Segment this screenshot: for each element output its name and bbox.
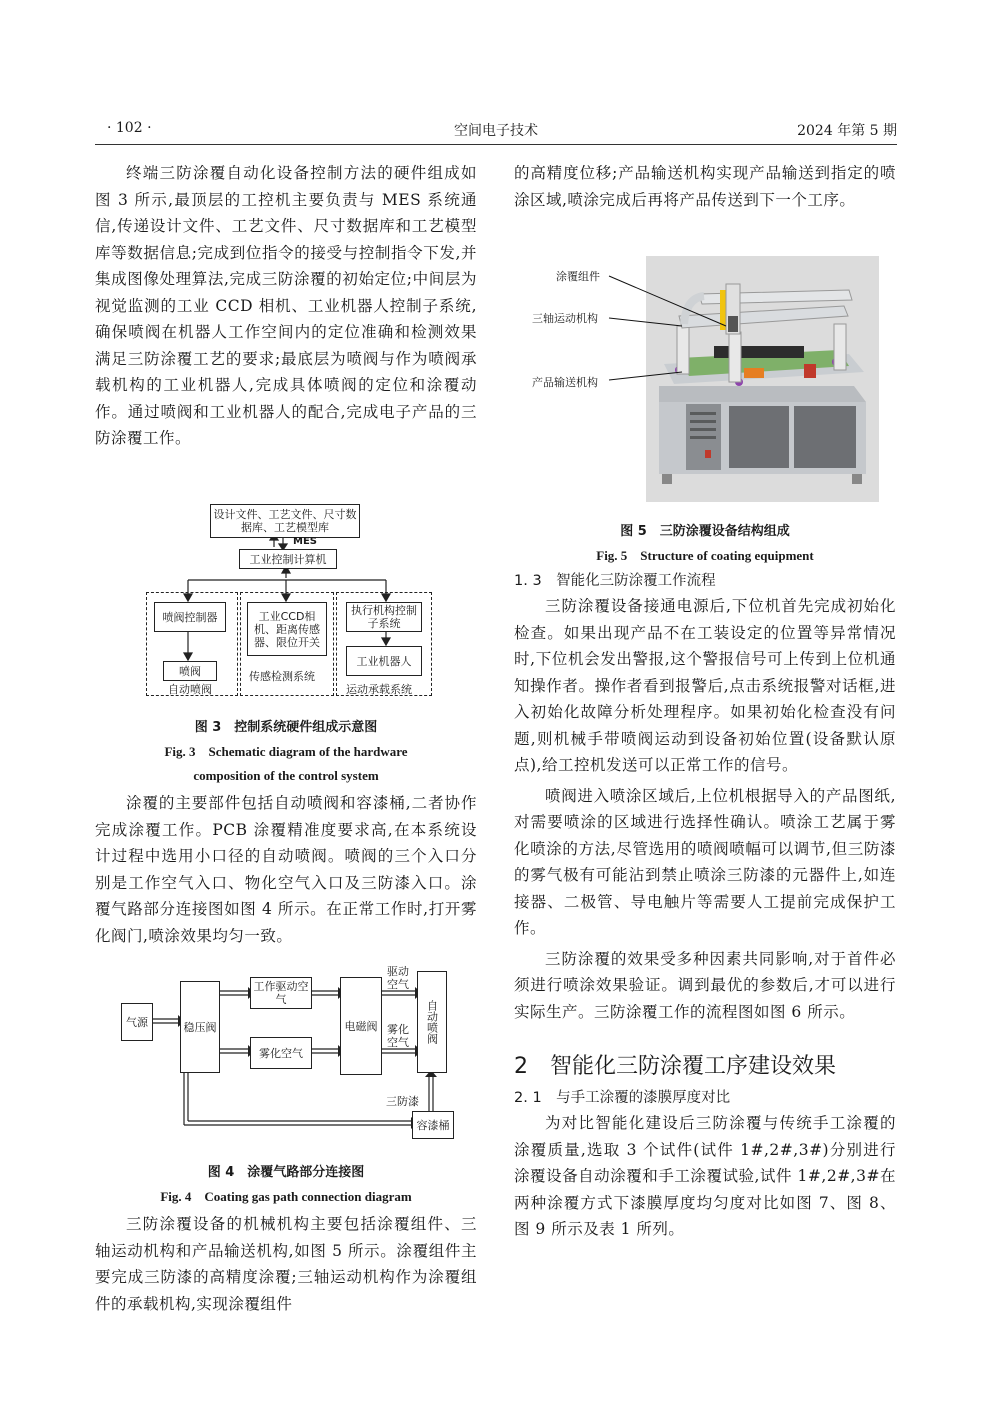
header-rule <box>95 144 897 145</box>
issue-label: 2024 年第 5 期 <box>797 123 897 139</box>
fig4-bucket: 容漆桶 <box>412 1111 454 1139</box>
fig4-regulator: 稳压阀 <box>180 981 220 1073</box>
fig3-valve-controller: 喷阀控制器 <box>154 602 226 632</box>
fig3-caption-cn: 图 3 控制系统硬件组成示意图 <box>194 720 378 735</box>
journal-name: 空间电子技术 <box>454 123 538 139</box>
paragraph-workflow-init: 三防涂覆设备接通电源后,下位机首先完成初始化检查。如果出现产品不在工装设定的位置等异常情况时,下位机会发出警报,这个警报信号可上传到上位机通知操作者。操作者看到报警后,点击系统报警对话框,进入初始化故障分析处理程序。如果初始化检查没有问题,则机械手带喷阀运动到设备初始位置(设备默认原点),给工控机发送可以正常工作的信号。 <box>514 597 896 774</box>
fig5-label-coating-unit: 涂覆组件 <box>556 270 600 283</box>
left-column <box>95 160 477 452</box>
fig3-group3-label: 运动承载系统 <box>346 683 412 696</box>
fig4-caption <box>95 1162 477 1208</box>
fig3-group2-label: 传感检测系统 <box>249 670 315 683</box>
page-number: · 102 · <box>107 120 152 136</box>
fig5-caption-en: Fig. 5 Structure of coating equipment <box>596 548 814 563</box>
fig4-atom-air: 雾化空气 <box>250 1037 312 1069</box>
section-2-heading: 2 智能化三防涂覆工序建设效果 <box>514 1054 836 1079</box>
fig3-mes-label: MES <box>293 536 317 547</box>
fig4-coating-label: 三防漆 <box>386 1095 419 1108</box>
section-2-1-heading: 2. 1 与手工涂覆的漆膜厚度对比 <box>514 1090 731 1106</box>
fig3-robot-box: 工业机器人 <box>346 646 422 676</box>
section-1-3-heading: 1. 3 智能化三防涂覆工作流程 <box>514 573 716 589</box>
paragraph-first-article: 三防涂覆的效果受多种因素共同影响,对于首件必须进行喷涂效果验证。调到最优的参数后,才可以进行实际生产。三防涂覆工作的流程图如图 6 所示。 <box>514 949 896 1021</box>
fig3-valve: 喷阀 <box>163 661 217 681</box>
paragraph-mechanism: 三防涂覆设备的机械机构主要包括涂覆组件、三轴运动机构和产品输送机构,如图 5 所示。涂覆组件主要完成三防漆的高精度涂覆;三轴运动机构作为涂覆组件的承载机构,实现涂覆组件 <box>95 1215 477 1313</box>
fig4-atom-air-label: 雾化空气 <box>387 1023 409 1049</box>
fig3-caption <box>95 717 477 787</box>
right-column-p0 <box>514 160 896 213</box>
running-header <box>95 120 897 142</box>
left-column-p3 <box>95 1211 477 1317</box>
paragraph-displacement: 的高精度位移;产品输送机构实现产品输送到指定的喷涂区域,喷涂完成后再将产品传送到下一个工序。 <box>514 164 896 209</box>
fig5-caption <box>514 521 896 567</box>
fig4-caption-en: Fig. 4 Coating gas path connection diagram <box>160 1189 412 1204</box>
fig3-group1-label: 自动喷阀 <box>168 683 212 696</box>
paragraph-hardware: 终端三防涂覆自动化设备控制方法的硬件组成如图 3 所示,最顶层的工控机主要负责与 MES 系统通信,传递设计文件、工艺文件、尺寸数据库和工艺模型库等数据信息;完成到位指令的接受与控制指令下发,并集成图像处理算法,完成三防涂覆的初始定位;中间层为视觉监测的工业 CCD 相机、工业机器人控制子系统,确保喷阀在机器人工作空间内的定位准确和检测效果满足三防涂覆工艺的要求;最底层为喷阀与作为喷阀承载机构的工业机器人,完成具体喷阀的定位和涂覆动作。通过喷阀和工业机器人的配合,完成电子产品的三防涂覆工作。 <box>95 164 477 447</box>
fig4-caption-cn: 图 4 涂覆气路部分连接图 <box>207 1165 365 1180</box>
fig3-actuator-box: 执行机构控制子系统 <box>346 602 422 632</box>
fig3-ccd-box: 工业CCD相机、距离传感器、限位开关 <box>247 602 327 656</box>
fig3-caption-en1: Fig. 3 Schematic diagram of the hardware <box>164 744 408 759</box>
figure-3-diagram <box>143 500 433 700</box>
left-column-p2 <box>95 790 477 949</box>
fig5-machine-illustration <box>514 254 894 504</box>
figure-4-diagram <box>118 965 458 1145</box>
fig4-drive-air-label: 驱动空气 <box>387 965 409 991</box>
fig3-ipc-box: 工业控制计算机 <box>239 549 337 569</box>
fig4-work-air: 工作驱动空气 <box>250 977 312 1009</box>
fig5-label-three-axis: 三轴运动机构 <box>532 312 598 325</box>
fig3-data-box: 设计文件、工艺文件、尺寸数据库、工艺模型库 <box>210 504 360 538</box>
right-column-sec13 <box>514 569 896 1243</box>
fig5-caption-cn: 图 5 三防涂覆设备结构组成 <box>620 524 790 539</box>
paragraph-coating-parts: 涂覆的主要部件包括自动喷阀和容漆桶,二者协作完成涂覆工作。PCB 涂覆精准度要求高,在本系统设计过程中选用小口径的自动喷阀。喷阀的三个入口分别是工作空气入口、物化空气入口及三防漆入口。涂覆气路部分连接图如图 4 所示。在正常工作时,打开雾化阀门,喷涂效果均匀一致。 <box>95 794 477 945</box>
fig4-auto-valve: 自动喷阀 <box>417 971 447 1073</box>
fig4-gas-source: 气源 <box>121 1003 153 1041</box>
fig4-solenoid: 电磁阀 <box>340 977 382 1075</box>
fig5-label-conveyor: 产品输送机构 <box>532 376 598 389</box>
figure-5-equipment <box>514 254 894 504</box>
paragraph-spray-area: 喷阀进入喷涂区域后,上位机根据导入的产品图纸,对需要喷涂的区域进行选择性确认。喷涂工艺属于雾化喷涂的方法,尽管选用的喷阀喷幅可以调节,但三防漆的雾气极有可能沾到禁止喷涂三防漆的元器件上,如连接器、二极管、导电触片等需要人工提前完成保护工作。 <box>514 786 896 937</box>
paragraph-thickness-comparison: 为对比智能化建设后三防涂覆与传统手工涂覆的涂覆质量,选取 3 个试件(试件 1#,2#,3#)分别进行涂覆设备自动涂覆和手工涂覆试验,试件 1#,2#,3#在两种涂覆方式下漆膜厚度均匀度对比如图 7、图 8、图 9 所示及表 1 所列。 <box>514 1114 896 1238</box>
fig3-caption-en2: composition of the control system <box>193 768 379 783</box>
